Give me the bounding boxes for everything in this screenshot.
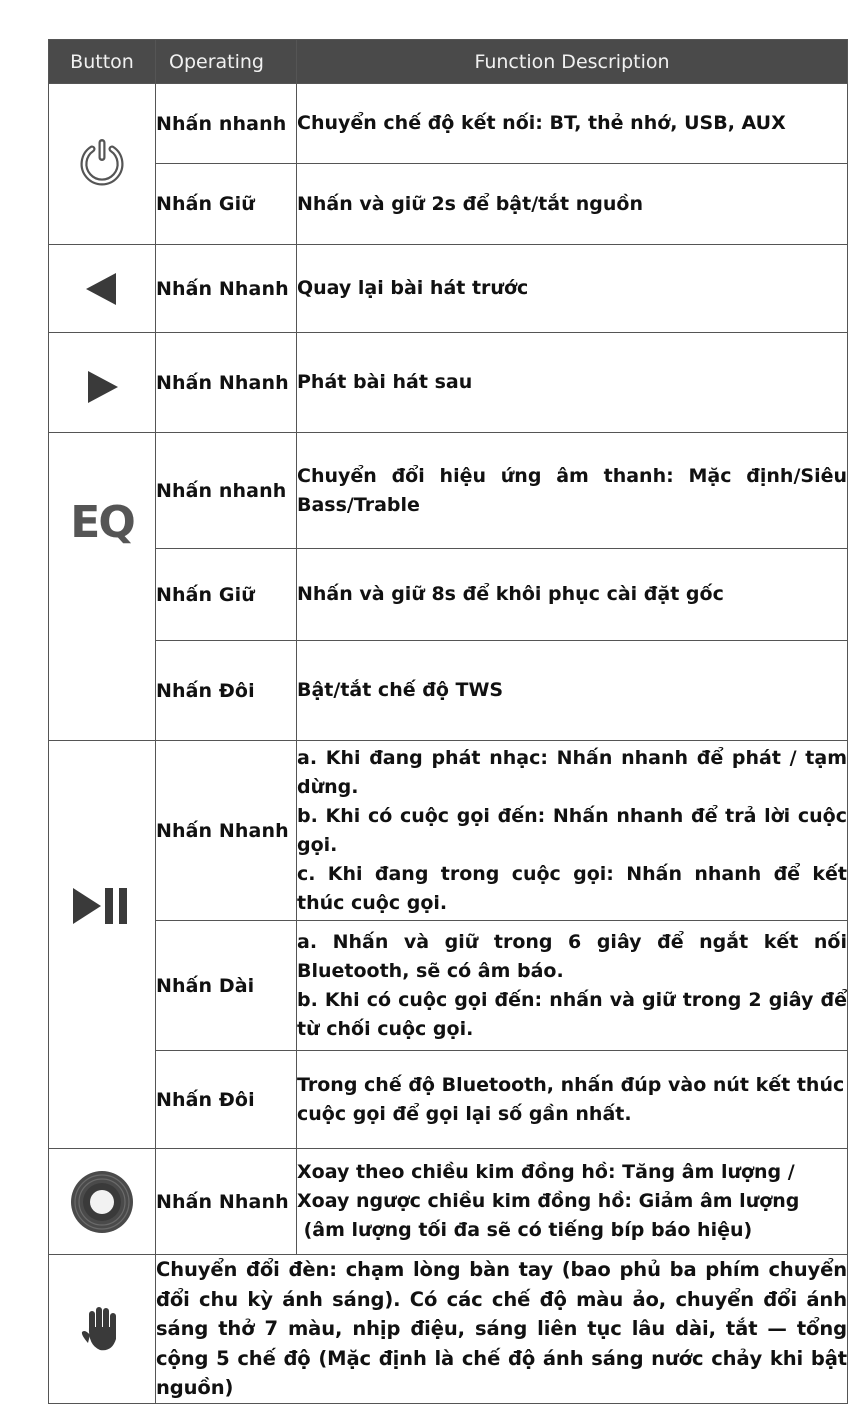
description-line: b. Khi có cuộc gọi đến: Nhấn nhanh để trả lời cuộc gọi. <box>297 804 847 856</box>
description-cell: Trong chế độ Bluetooth, nhấn đúp vào nút kết thúc cuộc gọi để gọi lại số gần nhất. <box>297 1051 848 1149</box>
header-row <box>49 40 848 84</box>
operating-cell: Nhấn Đôi <box>156 1051 297 1149</box>
operating-cell: Nhấn nhanh <box>156 433 297 549</box>
table-row <box>49 921 848 1051</box>
description-cell: Chuyển chế độ kết nối: BT, thẻ nhớ, USB, AUX <box>297 84 848 164</box>
operating-cell: Nhấn Giữ <box>156 164 297 245</box>
next-triangle-icon <box>82 367 122 407</box>
table-row <box>49 84 848 164</box>
description-cell: Bật/tắt chế độ TWS <box>297 641 848 741</box>
previous-button-cell <box>49 245 156 333</box>
header-operating: Operating <box>156 40 297 84</box>
eq-button-cell <box>49 433 156 741</box>
operating-cell: Nhấn nhanh <box>156 84 297 164</box>
description-cell <box>297 921 848 1051</box>
description-line: (âm lượng tối đa sẽ có tiếng bíp báo hiệu) <box>297 1219 753 1241</box>
description-cell: Quay lại bài hát trước <box>297 245 848 333</box>
eq-label: EQ <box>70 497 134 548</box>
next-button-cell <box>49 333 156 433</box>
table-row <box>49 164 848 245</box>
operating-cell: Nhấn Nhanh <box>156 1149 297 1255</box>
table-row <box>49 549 848 641</box>
operating-cell: Nhấn Đôi <box>156 641 297 741</box>
header-button: Button <box>49 40 156 84</box>
operating-cell: Nhấn Giữ <box>156 549 297 641</box>
button-function-table <box>48 39 848 1404</box>
hand-sensor-cell <box>49 1255 156 1404</box>
header-function-description: Function Description <box>297 40 848 84</box>
description-cell <box>297 1149 848 1255</box>
volume-knob-icon <box>69 1169 135 1235</box>
description-line: b. Khi có cuộc gọi đến: nhấn và giữ trong 2 giây để từ chối cuộc gọi. <box>297 988 847 1040</box>
table-row <box>49 641 848 741</box>
description-line: a. Nhấn và giữ trong 6 giây để ngắt kết nối Bluetooth, sẽ có âm báo. <box>297 930 847 982</box>
table-row <box>49 1255 848 1404</box>
description-cell: Nhấn và giữ 8s để khôi phục cài đặt gốc <box>297 549 848 641</box>
description-line: Xoay theo chiều kim đồng hồ: Tăng âm lượng / <box>297 1161 795 1183</box>
light-mode-description: Chuyển đổi đèn: chạm lòng bàn tay (bao phủ ba phím chuyển đổi chu kỳ ánh sáng). Có các chế độ màu ảo, chuyển đổi ánh sáng thở 7 màu, nhịp điệu, sáng liên tục lâu dài, tắt — tổng cộng 5 chế độ (Mặc định là chế độ ánh sáng nước chảy khi bật nguồn) <box>156 1255 848 1404</box>
description-line: c. Khi đang trong cuộc gọi: Nhấn nhanh để kết thúc cuộc gọi. <box>297 862 847 914</box>
table-row <box>49 433 848 549</box>
volume-knob-cell <box>49 1149 156 1255</box>
description-cell: Nhấn và giữ 2s để bật/tắt nguồn <box>297 164 848 245</box>
description-line: Xoay ngược chiều kim đồng hồ: Giảm âm lượng <box>297 1190 800 1212</box>
operating-cell: Nhấn Dài <box>156 921 297 1051</box>
description-line: a. Khi đang phát nhạc: Nhấn nhanh để phát / tạm dừng. <box>297 746 847 798</box>
description-cell <box>297 741 848 921</box>
table-row <box>49 333 848 433</box>
operating-cell: Nhấn Nhanh <box>156 741 297 921</box>
table-row <box>49 741 848 921</box>
previous-triangle-icon <box>82 269 122 309</box>
play-pause-button-cell <box>49 741 156 1149</box>
table-row <box>49 245 848 333</box>
power-button-cell <box>49 84 156 245</box>
power-icon <box>74 136 130 192</box>
description-cell: Phát bài hát sau <box>297 333 848 433</box>
operating-cell: Nhấn Nhanh <box>156 245 297 333</box>
table-row <box>49 1051 848 1149</box>
play-pause-icon <box>71 886 133 926</box>
operating-cell: Nhấn Nhanh <box>156 333 297 433</box>
table-row <box>49 1149 848 1255</box>
description-cell: Chuyển đổi hiệu ứng âm thanh: Mặc định/Siêu Bass/Trable <box>297 433 848 549</box>
hand-icon <box>80 1305 124 1353</box>
